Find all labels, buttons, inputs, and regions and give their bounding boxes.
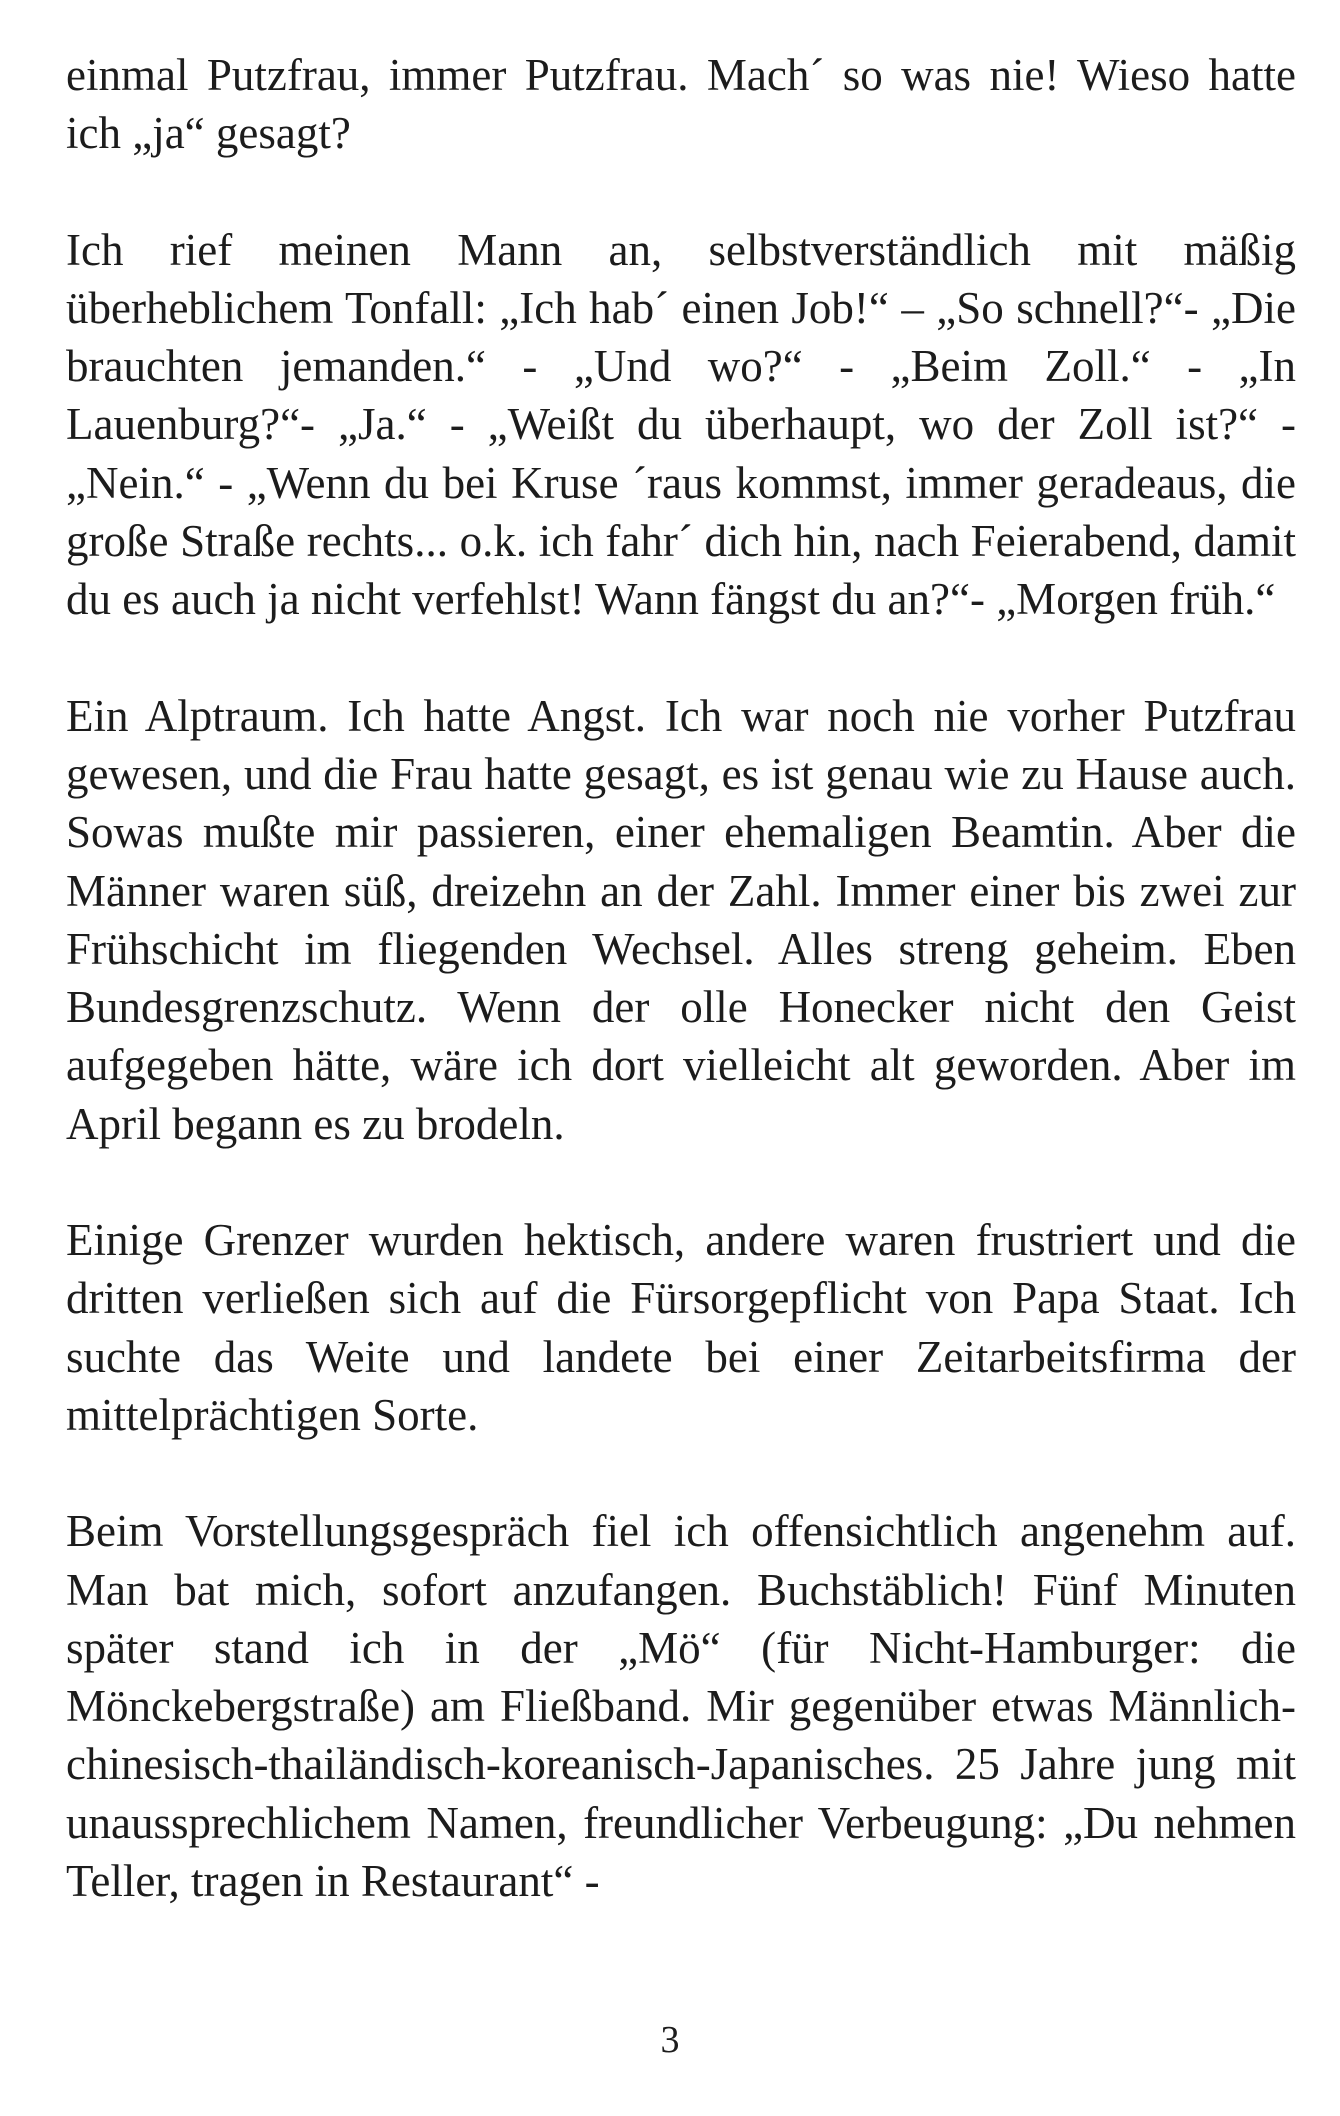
- paragraph-3: Ein Alptraum. Ich hatte Angst. Ich war noch nie vorher Putzfrau gewesen, und die Frau hatte gesagt, es ist genau wie zu Hause auch. Sowas mußte mir passieren, einer ehemaligen Beamtin. Aber die Männer waren süß, dreizehn an der Zahl. Immer einer bis zwei zur Frühschicht im fliegenden Wechsel. Alles streng geheim. Eben Bundesgrenzschutz. Wenn der olle Honecker nicht den Geist aufgegeben hätte, wäre ich dort vielleicht alt geworden. Aber im April begann es zu brodeln.: [66, 690, 1296, 1149]
- paragraph-2: Ich rief meinen Mann an, selbstverständlich mit mäßig überheblichem Tonfall: „Ich hab´ einen Job!“ – „So schnell?“- „Die brauchten jemanden.“ - „Und wo?“ - „Beim Zoll.“ - „In Lauenburg?“- „Ja.“ - „Weißt du überhaupt, wo der Zoll ist?“ - „Nein.“ - „Wenn du bei Kruse ´raus kommst, immer geradeaus, die große Straße rechts... o.k. ich fahr´ dich hin, nach Feierabend, damit du es auch ja nicht verfehlst! Wann fängst du an?“- „Morgen früh.“: [66, 224, 1296, 625]
- paragraph-5: Beim Vorstellungsgespräch fiel ich offensichtlich angenehm auf. Man bat mich, sofort anzufangen. Buchstäblich! Fünf Minuten später stand ich in der „Mö“ (für Nicht-Hamburger: die Mönckebergstraße) am Fließband. Mir gegenüber etwas Männlich-chinesisch-thailändisch-koreanisch-Japanisches. 25 Jahre jung mit unaussprechlichem Namen, freundlicher Verbeugung: „Du nehmen Teller, tragen in Restaurant“ -: [66, 1506, 1296, 1907]
- paragraph-4: Einige Grenzer wurden hektisch, andere waren frustriert und die dritten verließen sich auf die Fürsorgepflicht von Papa Staat. Ich suchte das Weite und landete bei einer Zeitarbeitsfirma der mittelprächtigen Sorte.: [66, 1215, 1296, 1440]
- paragraph-1: einmal Putzfrau, immer Putzfrau. Mach´ so was nie! Wieso hatte ich „ja“ gesagt?: [66, 50, 1296, 159]
- page-number: 3: [660, 2019, 680, 2061]
- document-page: [66, 46, 1296, 1910]
